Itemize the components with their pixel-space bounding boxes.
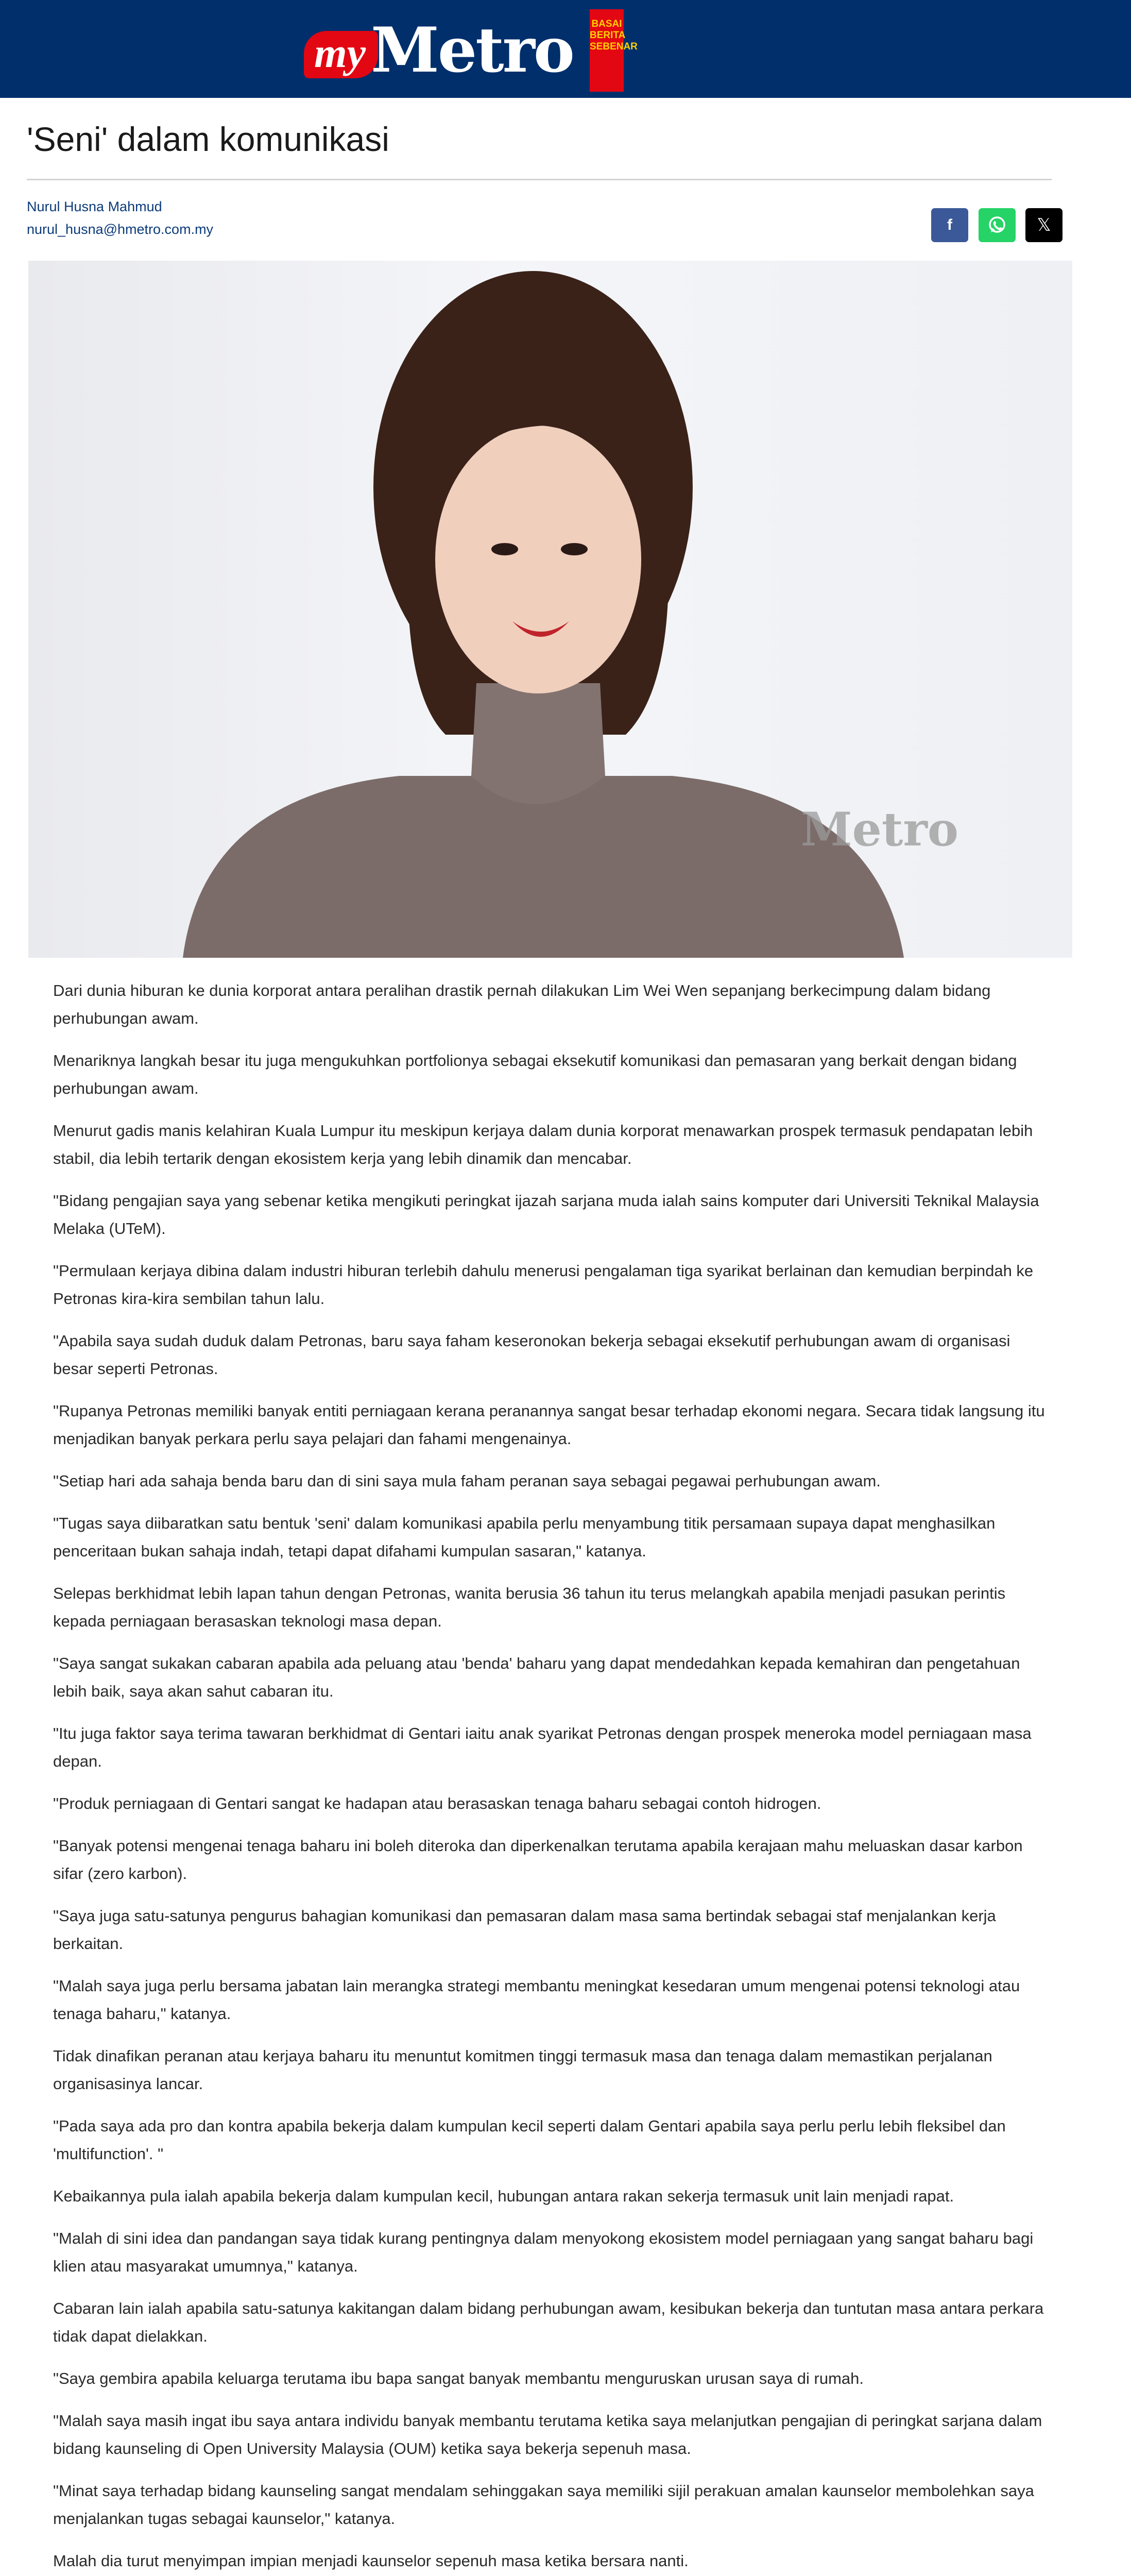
x-icon: 𝕏 xyxy=(1037,215,1051,235)
article-title: 'Seni' dalam komunikasi xyxy=(27,120,389,158)
article-paragraph: "Rupanya Petronas memiliki banyak entiti perniagaan kerana peranannya sangat besar terhadap ekonomi negara. Secara tidak langsung itu menjadikan banyak perkara perlu saya pelajari dan fahami mengenainya. xyxy=(53,1402,1045,1448)
article-paragraph: "Saya juga satu-satunya pengurus bahagian komunikasi dan pemasaran dalam masa sama bertindak sebagai staf menjalankan kerja berkaitan. xyxy=(53,1907,996,1953)
whatsapp-share-button[interactable] xyxy=(979,208,1016,242)
photo-watermark: Metro xyxy=(801,802,958,857)
article-paragraph: Tidak dinafikan peranan atau kerjaya baharu itu menuntut komitmen tinggi termasuk masa dan tenaga dalam memastikan perjalanan organisasinya lancar. xyxy=(53,2047,992,2093)
article-paragraph: "Permulaan kerjaya dibina dalam industri hiburan terlebih dahulu menerusi pengalaman tiga syarikat berlainan dan kemudian berpindah ke Petronas kira-kira sembilan tahun lalu. xyxy=(53,1262,1034,1308)
article-paragraph: "Malah saya masih ingat ibu saya antara individu banyak membantu terutama ketika saya melanjutkan pengajian di peringkat sarjana dalam bidang kaunseling di Open University Malaysia (OUM) ketika saya bekerja sepenuh masa. xyxy=(53,2412,1042,2458)
article-paragraph: "Pada saya ada pro dan kontra apabila bekerja dalam kumpulan kecil seperti dalam Gentari apabila saya perlu perlu lebih fleksibel dan 'multifunction'. " xyxy=(53,2117,1006,2163)
whatsapp-icon xyxy=(987,215,1007,235)
article-paragraph: Kebaikannya pula ialah apabila bekerja dalam kumpulan kecil, hubungan antara rakan sekerja termasuk unit lain menjadi rapat. xyxy=(53,2187,954,2205)
site-header xyxy=(0,0,1131,98)
article-paragraph: "Minat saya terhadap bidang kaunseling sangat mendalam sehinggakan saya memiliki sijil perakuan amalan kaunselor membolehkan saya menjalankan tugas sebagai kaunselor," katanya. xyxy=(53,2482,1034,2528)
article-paragraph: "Apabila saya sudah duduk dalam Petronas, baru saya faham keseronokan bekerja sebagai eksekutif perhubungan awam di organisasi besar seperti Petronas. xyxy=(53,1332,1010,1378)
article-paragraph: "Banyak potensi mengenai tenaga baharu ini boleh diteroka dan diperkenalkan terutama apabila kerajaan mahu meluaskan dasar karbon sifar (zero karbon). xyxy=(53,1837,1023,1883)
article-paragraph: Selepas berkhidmat lebih lapan tahun dengan Petronas, wanita berusia 36 tahun itu terus melangkah apabila menjadi pasukan perintis kepada perniagaan berasaskan teknologi masa depan. xyxy=(53,1584,1006,1630)
my-metro-logo[interactable] xyxy=(304,9,638,89)
logo-metro-text: Metro xyxy=(371,14,573,87)
article-paragraph: Menariknya langkah besar itu juga mengukuhkan portfolionya sebagai eksekutif komunikasi dan pemasaran yang berkait dengan bidang perhubungan awam. xyxy=(53,1052,1017,1097)
facebook-share-button[interactable] xyxy=(931,208,968,242)
article-paragraph: "Tugas saya diibaratkan satu bentuk 'seni' dalam komunikasi apabila perlu menyambung titik persamaan supaya dapat menghasilkan penceritaan bukan sahaja indah, tetapi dapat difahami kumpulan sasaran," katanya. xyxy=(53,1514,996,1560)
author-email[interactable]: nurul_husna@hmetro.com.my xyxy=(27,222,214,237)
article-paragraph: "Saya gembira apabila keluarga terutama ibu bapa sangat banyak membantu menguruskan urusan saya di rumah. xyxy=(53,2369,864,2387)
article-paragraph: "Itu juga faktor saya terima tawaran berkhidmat di Gentari iaitu anak syarikat Petronas dengan prospek meneroka model perniagaan masa depan. xyxy=(53,1724,1032,1770)
article-photo xyxy=(28,261,1072,958)
article-paragraph: Malah dia turut menyimpan impian menjadi kaunselor sepenuh masa ketika bersara nanti. xyxy=(53,2552,689,2570)
article-paragraph: "Malah saya juga perlu bersama jabatan lain merangka strategi membantu meningkat kesedaran umum mengenai potensi teknologi atau tenaga baharu," katanya. xyxy=(53,1977,1020,2023)
x-share-button[interactable] xyxy=(1025,208,1063,242)
article-paragraph: Cabaran lain ialah apabila satu-satunya kakitangan dalam bidang perhubungan awam, kesibukan bekerja dan tuntutan masa antara perkara tidak dapat dielakkan. xyxy=(53,2299,1044,2345)
article-body xyxy=(53,977,1050,2576)
article-paragraph: "Produk perniagaan di Gentari sangat ke hadapan atau berasaskan tenaga baharu sebagai contoh hidrogen. xyxy=(53,1794,821,1812)
article-paragraph: "Saya sangat sukakan cabaran apabila ada peluang atau 'benda' baharu yang dapat mendedahkan kepada kemahiran dan pengetahuan lebih baik, saya akan sahut cabaran itu. xyxy=(53,1654,1020,1700)
article-paragraph: Menurut gadis manis kelahiran Kuala Lumpur itu meskipun kerjaya dalam dunia korporat menawarkan prospek termasuk pendapatan lebih stabil, dia lebih tertarik dengan ekosistem kerja yang lebih dinamik dan mencabar. xyxy=(53,1122,1033,1167)
facebook-icon: f xyxy=(947,216,952,233)
logo-my-text: my xyxy=(304,31,378,78)
portrait-illustration xyxy=(28,261,1072,958)
article-paragraph: "Setiap hari ada sahaja benda baru dan di sini saya mula faham peranan saya sebagai pegawai perhubungan awam. xyxy=(53,1472,881,1490)
logo-badge: BASAI BERITA SEBENAR xyxy=(590,9,624,92)
article-paragraph: "Malah di sini idea dan pandangan saya tidak kurang pentingnya dalam menyokong ekosistem model perniagaan yang sangat baharu bagi klien atau masyarakat umumnya," katanya. xyxy=(53,2229,1034,2275)
article-paragraph: Dari dunia hiburan ke dunia korporat antara peralihan drastik pernah dilakukan Lim Wei Wen sepanjang berkecimpung dalam bidang perhubungan awam. xyxy=(53,981,991,1027)
author-name[interactable]: Nurul Husna Mahmud xyxy=(27,199,162,214)
title-divider xyxy=(27,179,1052,180)
article-paragraph: "Bidang pengajian saya yang sebenar ketika mengikuti peringkat ijazah sarjana muda ialah sains komputer dari Universiti Teknikal Malaysia Melaka (UTeM). xyxy=(53,1192,1039,1238)
